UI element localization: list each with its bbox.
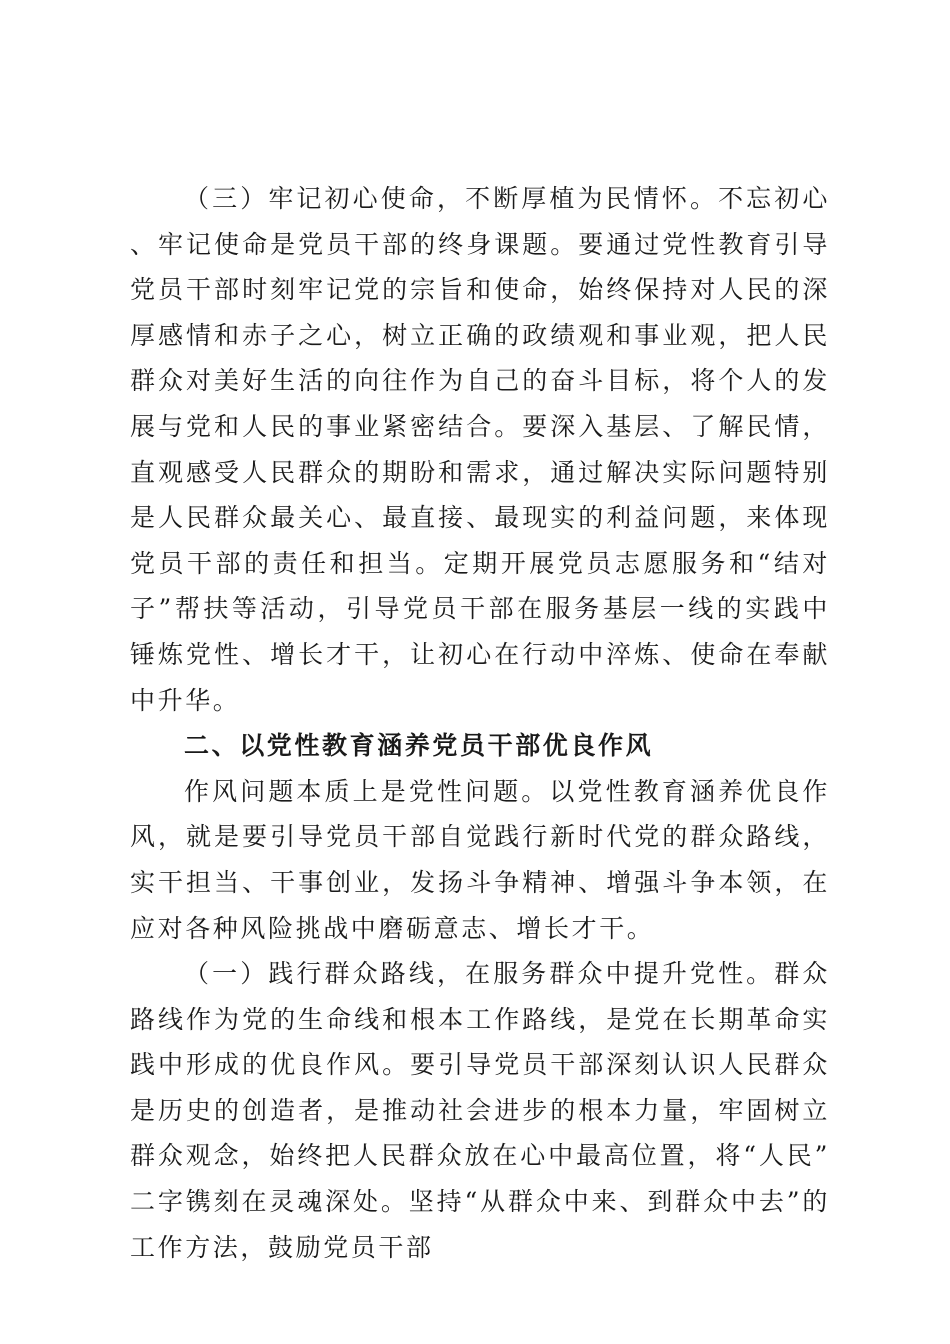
section-heading-work-style: 二、以党性教育涵养党员干部优良作风 — [184, 731, 654, 761]
document-page — [130, 176, 830, 1270]
intro-paragraph-work-style: 作风问题本质上是党性问题。以党性教育涵养优良作风，就是要引导党员干部自觉践行新时代党的群众路线，实干担当、干事创业，发扬斗争精神、增强斗争本领，在应对各种风险挑战中磨砺意志、增长才干。 — [130, 776, 830, 943]
section-paragraph-keep-mission: （三）牢记初心使命，不断厚植为民情怀。不忘初心、牢记使命是党员干部的终身课题。要通过党性教育引导党员干部时刻牢记党的宗旨和使命，始终保持对人民的深厚感情和赤子之心，树立正确的政绩观和事业观，把人民群众对美好生活的向往作为自己的奋斗目标，将个人的发展与党和人民的事业紧密结合。要深入基层、了解民情，直观感受人民群众的期盼和需求，通过解决实际问题特别是人民群众最关心、最直接、最现实的利益问题，来体现党员干部的责任和担当。定期开展党员志愿服务和“结对子”帮扶等活动，引导党员干部在服务基层一线的实践中锤炼党性、增长才干，让初心在行动中淬炼、使命在奉献中升华。 — [130, 184, 830, 715]
section-paragraph-mass-line: （一）践行群众路线，在服务群众中提升党性。群众路线作为党的生命线和根本工作路线，是党在长期革命实践中形成的优良作风。要引导党员干部深刻认识人民群众是历史的创造者，是推动社会进步的根本力量，牢固树立群众观念，始终把人民群众放在心中最高位置，将“人民”二字镌刻在灵魂深处。坚持“从群众中来、到群众中去”的工作方法，鼓励党员干部 — [130, 959, 830, 1262]
